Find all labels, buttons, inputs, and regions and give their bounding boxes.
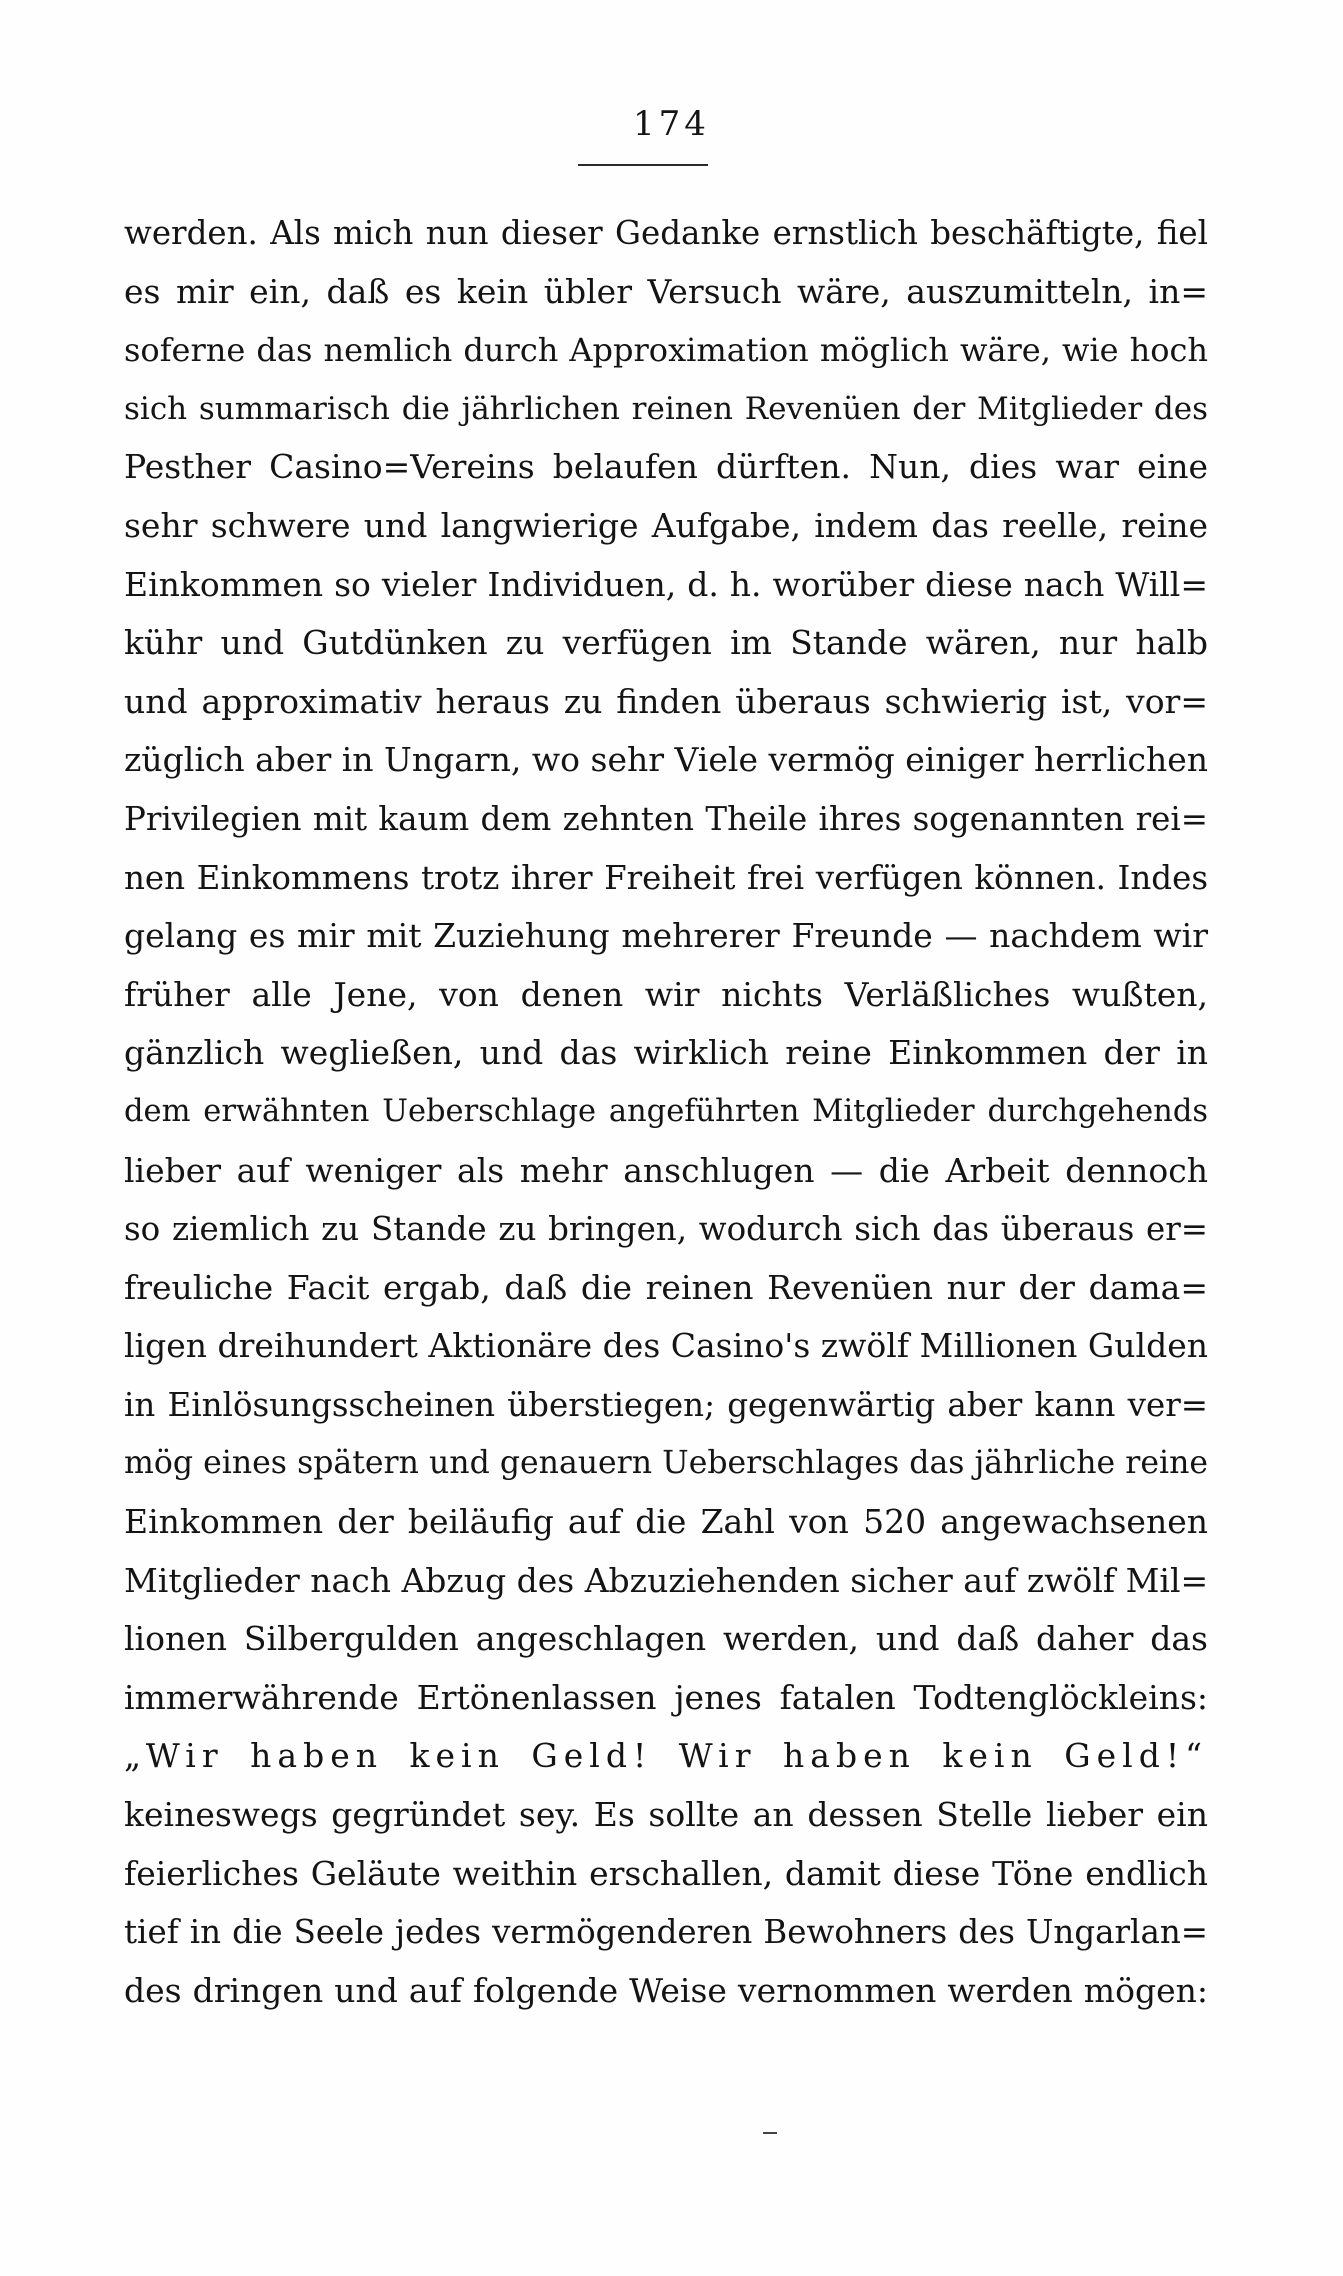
text-line: immerwährende Ertönenlassen jenes fatalen Todtenglöckleins: (124, 1677, 1208, 1717)
text-line: sehr schwere und langwierige Aufgabe, indem das reelle, reine (124, 505, 1208, 545)
header-rule (578, 164, 708, 166)
text-line: ligen dreihundert Aktionäre des Casino's zwölf Millionen Gulden (124, 1326, 1209, 1366)
text-line: mög eines spätern und genauern Ueberschlages das jährliche reine (124, 1445, 1208, 1482)
text-line: und approximativ heraus zu finden überaus schwierig ist, vor= (124, 681, 1208, 721)
text-line: feierliches Geläute weithin erschallen, damit diese Töne endlich (124, 1853, 1208, 1893)
text-line: lieber auf weniger als mehr anschlugen — die Arbeit dennoch (124, 1150, 1208, 1190)
text-line: des dringen und auf folgende Weise vernommen werden mögen: (124, 1970, 1208, 2010)
text-line: keineswegs gegründet sey. Es sollte an dessen Stelle lieber ein (124, 1795, 1208, 1835)
footer-mark (763, 2132, 777, 2134)
text-line: in Einlösungsscheinen überstiegen; gegenwärtig aber kann ver= (124, 1385, 1208, 1424)
text-line: so ziemlich zu Stande zu bringen, wodurch sich das überaus er= (124, 1210, 1208, 1249)
text-line: gelang es mir mit Zuziehung mehrerer Freunde — nachdem wir (124, 916, 1208, 956)
text-line: dem erwähnten Ueberschlage angeführten Mitglieder durchgehends (124, 1093, 1208, 1129)
body-text (124, 204, 1208, 2020)
page-number: 174 (633, 104, 710, 144)
text-line: Mitglieder nach Abzug des Abzuziehenden sicher auf zwölf Mil= (124, 1560, 1209, 1600)
text-line: werden. Als mich nun dieser Gedanke ernstlich beschäftigte, fiel (124, 214, 1208, 252)
text-line: nen Einkommens trotz ihrer Freiheit frei verfügen können. Indes (124, 858, 1208, 897)
text-line: soferne das nemlich durch Approximation möglich wäre, wie hoch (124, 331, 1208, 370)
text-line: tief in die Seele jedes vermögenderen Bewohners des Ungarlan= (124, 1913, 1208, 1952)
text-line: Einkommen so vieler Individuen, d. h. worüber diese nach Will= (124, 564, 1208, 604)
text-line: sich summarisch die jährlichen reinen Revenüen der Mitglieder des (124, 390, 1208, 427)
text-line: es mir ein, daß es kein übler Versuch wäre, auszumitteln, in= (124, 271, 1208, 311)
text-line: Einkommen der beiläufig auf die Zahl von 520 angewachsenen (124, 1502, 1208, 1542)
text-line: kühr und Gutdünken zu verfügen im Stande wären, nur halb (124, 623, 1208, 663)
text-line: freuliche Facit ergab, daß die reinen Revenüen nur der dama= (124, 1267, 1208, 1307)
text-line: gänzlich wegließen, und das wirklich reine Einkommen der in (124, 1033, 1208, 1073)
text-line: Privilegien mit kaum dem zehnten Theile ihres sogenannten rei= (124, 799, 1208, 838)
text-line: früher alle Jene, von denen wir nichts Verläßliches wußten, (124, 974, 1208, 1014)
quotation-line: „Wir haben kein Geld! Wir haben kein Geld!“ (124, 1736, 1208, 1776)
text-line: Pesther Casino=Vereins belaufen dürften. Nun, dies war eine (124, 447, 1208, 487)
text-line: züglich aber in Ungarn, wo sehr Viele vermög einiger herrlichen (124, 740, 1208, 780)
text-line: lionen Silbergulden angeschlagen werden, und daß daher das (124, 1619, 1208, 1659)
